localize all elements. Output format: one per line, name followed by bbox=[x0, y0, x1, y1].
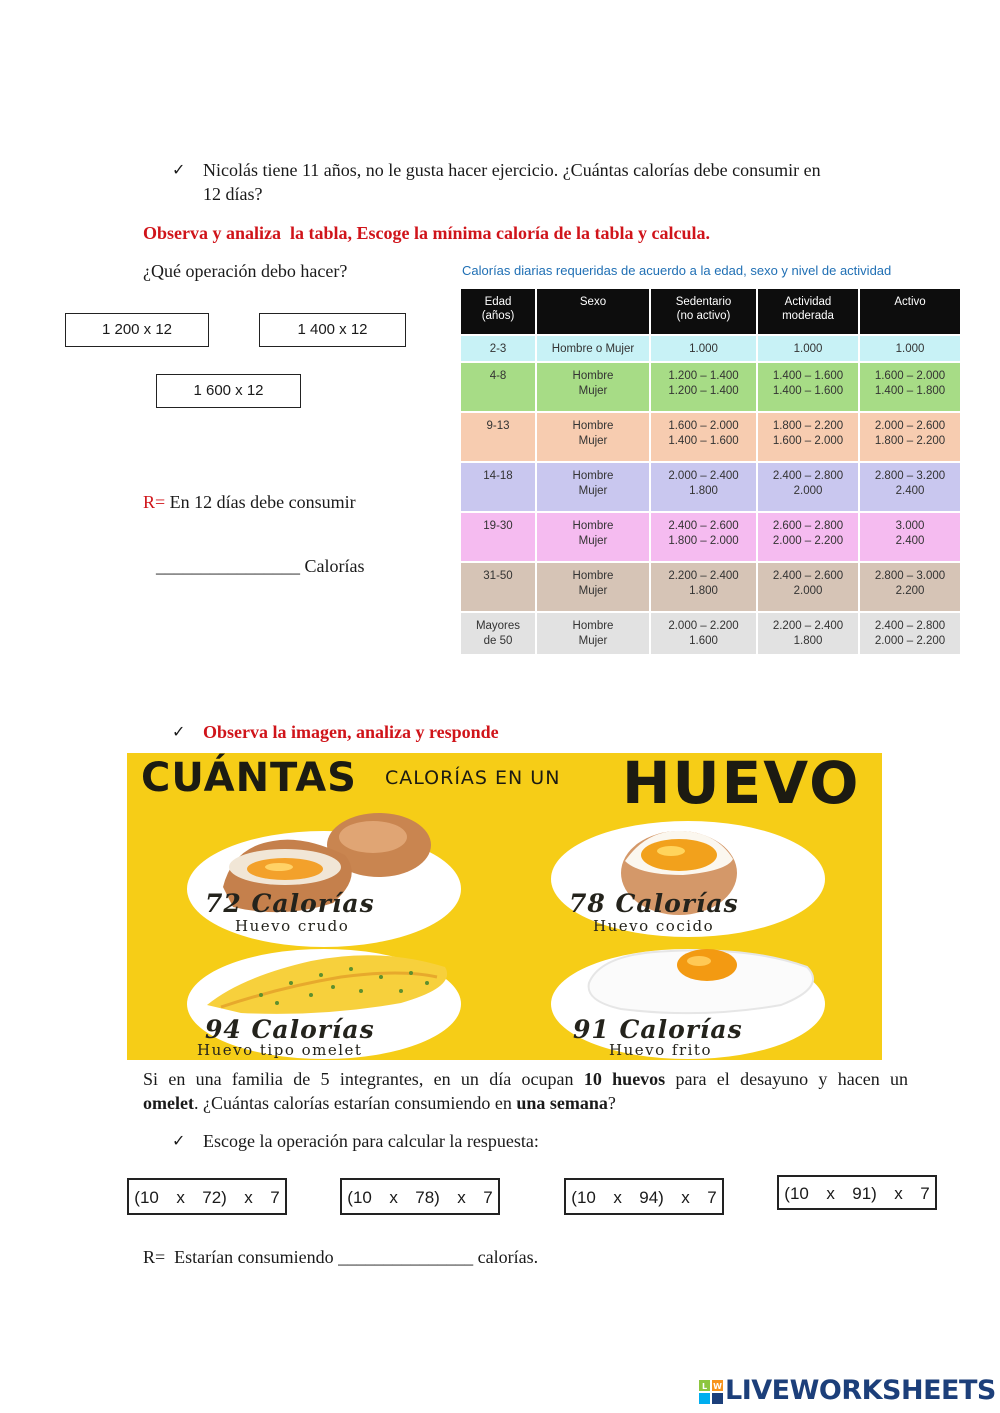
logo-badge-letter-l: L bbox=[701, 1382, 708, 1391]
table-row bbox=[461, 463, 960, 511]
check-icon: ✓ bbox=[172, 1131, 186, 1150]
table-cell: 4-8 bbox=[461, 363, 535, 411]
table-cell: 2-3 bbox=[461, 336, 535, 361]
table-cell: Hombre Mujer bbox=[537, 363, 649, 411]
table-cell: 2.400 – 2.600 1.800 – 2.000 bbox=[651, 513, 756, 561]
table-cell: 9-13 bbox=[461, 413, 535, 461]
table-cell: Hombre Mujer bbox=[537, 613, 649, 654]
calorie-table-title: Calorías diarias requeridas de acuerdo a la edad, sexo y nivel de actividad bbox=[462, 263, 892, 278]
table-row bbox=[461, 613, 960, 654]
table-cell: 2.200 – 2.400 1.800 bbox=[758, 613, 858, 654]
answer-1-unit: Calorías bbox=[300, 556, 365, 576]
table-cell: 1.800 – 2.200 1.600 – 2.000 bbox=[758, 413, 858, 461]
egg-2-calories: 78 Calorías bbox=[569, 889, 739, 918]
table-cell: Mayores de 50 bbox=[461, 613, 535, 654]
problem-bold-week: una semana bbox=[516, 1093, 608, 1113]
table-cell: Hombre Mujer bbox=[537, 413, 649, 461]
egg-3-label: Huevo tipo omelet bbox=[197, 1041, 363, 1059]
table-cell: 2.600 – 2.800 2.000 – 2.200 bbox=[758, 513, 858, 561]
choose-operation-instruction: Escoge la operación para calcular la respuesta: bbox=[203, 1131, 539, 1151]
option-1200x12-button[interactable]: 1 200 x 12 bbox=[65, 313, 209, 347]
table-cell: 1.200 – 1.400 1.200 – 1.400 bbox=[651, 363, 756, 411]
option-94-button[interactable]: (10 x 94) x 7 bbox=[564, 1178, 724, 1215]
problem-text: ? bbox=[607, 1093, 616, 1113]
table-row bbox=[461, 413, 960, 461]
option-72-button[interactable]: (10 x 72) x 7 bbox=[127, 1178, 287, 1215]
table-cell: 1.000 bbox=[758, 336, 858, 361]
table-cell: 2.400 – 2.600 2.000 bbox=[758, 563, 858, 611]
egg-calories-poster bbox=[127, 753, 882, 1060]
answer-1-line bbox=[147, 530, 365, 578]
image-instruction: Observa la imagen, analiza y responde bbox=[203, 722, 499, 742]
egg-4-calories: 91 Calorías bbox=[573, 1015, 743, 1044]
table-header-cell: Sexo bbox=[537, 289, 649, 334]
egg-4-label: Huevo frito bbox=[609, 1041, 712, 1059]
table-cell: 1.600 – 2.000 1.400 – 1.600 bbox=[651, 413, 756, 461]
table-row bbox=[461, 363, 960, 411]
egg-2-label: Huevo cocido bbox=[593, 917, 715, 935]
table-row bbox=[461, 563, 960, 611]
table-row bbox=[461, 513, 960, 561]
check-icon: ✓ bbox=[172, 160, 186, 179]
table-cell: Hombre Mujer bbox=[537, 513, 649, 561]
table-cell: 2.000 – 2.400 1.800 bbox=[651, 463, 756, 511]
operation-question: ¿Qué operación debo hacer? bbox=[143, 261, 348, 281]
table-header-cell: Sedentario (no activo) bbox=[651, 289, 756, 334]
table-cell: 2.000 – 2.200 1.600 bbox=[651, 613, 756, 654]
answer-1-blank[interactable]: ________________ bbox=[156, 556, 300, 576]
egg-problem-text bbox=[143, 1067, 908, 1115]
egg-1-calories: 72 Calorías bbox=[205, 889, 375, 918]
answer-1-sentence bbox=[143, 490, 356, 514]
table-cell: 3.000 2.400 bbox=[860, 513, 960, 561]
problem-line2 bbox=[143, 1091, 908, 1115]
logo-mark-icon bbox=[699, 1380, 723, 1404]
table-cell: Hombre o Mujer bbox=[537, 336, 649, 361]
option-91-button[interactable]: (10 x 91) x 7 bbox=[777, 1175, 937, 1210]
table-cell: 14-18 bbox=[461, 463, 535, 511]
table-cell: Hombre Mujer bbox=[537, 463, 649, 511]
question-1-text bbox=[203, 158, 923, 206]
table-cell: Hombre Mujer bbox=[537, 563, 649, 611]
option-78-button[interactable]: (10 x 78) x 7 bbox=[340, 1178, 500, 1215]
table-cell: 1.000 bbox=[860, 336, 960, 361]
fried-egg-icon bbox=[581, 943, 831, 1023]
logo-text: LIVEWORKSHEETS bbox=[725, 1375, 996, 1406]
egg-1-label: Huevo crudo bbox=[235, 917, 350, 935]
option-1600x12-button[interactable]: 1 600 x 12 bbox=[156, 374, 301, 408]
calorie-table bbox=[459, 287, 962, 656]
table-header-cell: Activo bbox=[860, 289, 960, 334]
table-cell: 2.000 – 2.600 1.800 – 2.200 bbox=[860, 413, 960, 461]
poster-title-right: HUEVO bbox=[622, 753, 861, 817]
table-cell: 2.400 – 2.800 2.000 bbox=[758, 463, 858, 511]
logo-badge-letter-w: W bbox=[713, 1382, 722, 1391]
option-1400x12-button[interactable]: 1 400 x 12 bbox=[259, 313, 406, 347]
table-cell: 1.000 bbox=[651, 336, 756, 361]
table-cell: 2.800 – 3.000 2.200 bbox=[860, 563, 960, 611]
table-cell: 2.200 – 2.400 1.800 bbox=[651, 563, 756, 611]
question-1-line2: 12 días? bbox=[203, 184, 263, 204]
poster-title-mid: CALORÍAS EN UN bbox=[385, 767, 561, 789]
problem-bold-eggs: 10 huevos bbox=[583, 1069, 666, 1089]
problem-line1 bbox=[143, 1067, 908, 1091]
table-row bbox=[461, 336, 960, 361]
answer-prefix: R= bbox=[143, 492, 166, 512]
check-icon: ✓ bbox=[172, 722, 186, 741]
table-cell: 1.600 – 2.000 1.400 – 1.800 bbox=[860, 363, 960, 411]
question-1-line1: Nicolás tiene 11 años, no le gusta hacer ejercicio. ¿Cuántas calorías debe consumir en bbox=[203, 160, 821, 180]
table-cell: 19-30 bbox=[461, 513, 535, 561]
table-cell: 1.400 – 1.600 1.400 – 1.600 bbox=[758, 363, 858, 411]
answer-1-text: En 12 días debe consumir bbox=[165, 492, 356, 512]
table-header-cell: Edad (años) bbox=[461, 289, 535, 334]
problem-text: Si en una familia de 5 integrantes, en un día ocupan bbox=[143, 1069, 584, 1089]
table-cell: 2.400 – 2.800 2.000 – 2.200 bbox=[860, 613, 960, 654]
problem-text: . ¿Cuántas calorías estarían consumiendo en bbox=[193, 1093, 517, 1113]
table-cell: 31-50 bbox=[461, 563, 535, 611]
problem-text: para el desayuno y hacen un bbox=[665, 1069, 909, 1089]
answer-2-sentence: R= Estarían consumiendo _______________ calorías. bbox=[143, 1247, 539, 1267]
problem-bold-omelet: omelet bbox=[143, 1093, 194, 1113]
table-cell: 2.800 – 3.200 2.400 bbox=[860, 463, 960, 511]
table-header-row bbox=[461, 289, 960, 334]
poster-title-left: CUÁNTAS bbox=[141, 755, 357, 801]
egg-3-calories: 94 Calorías bbox=[205, 1015, 375, 1044]
table-header-cell: Actividad moderada bbox=[758, 289, 858, 334]
table-instruction: Observa y analiza la tabla, Escoge la mínima caloría de la tabla y calcula. bbox=[143, 223, 710, 243]
